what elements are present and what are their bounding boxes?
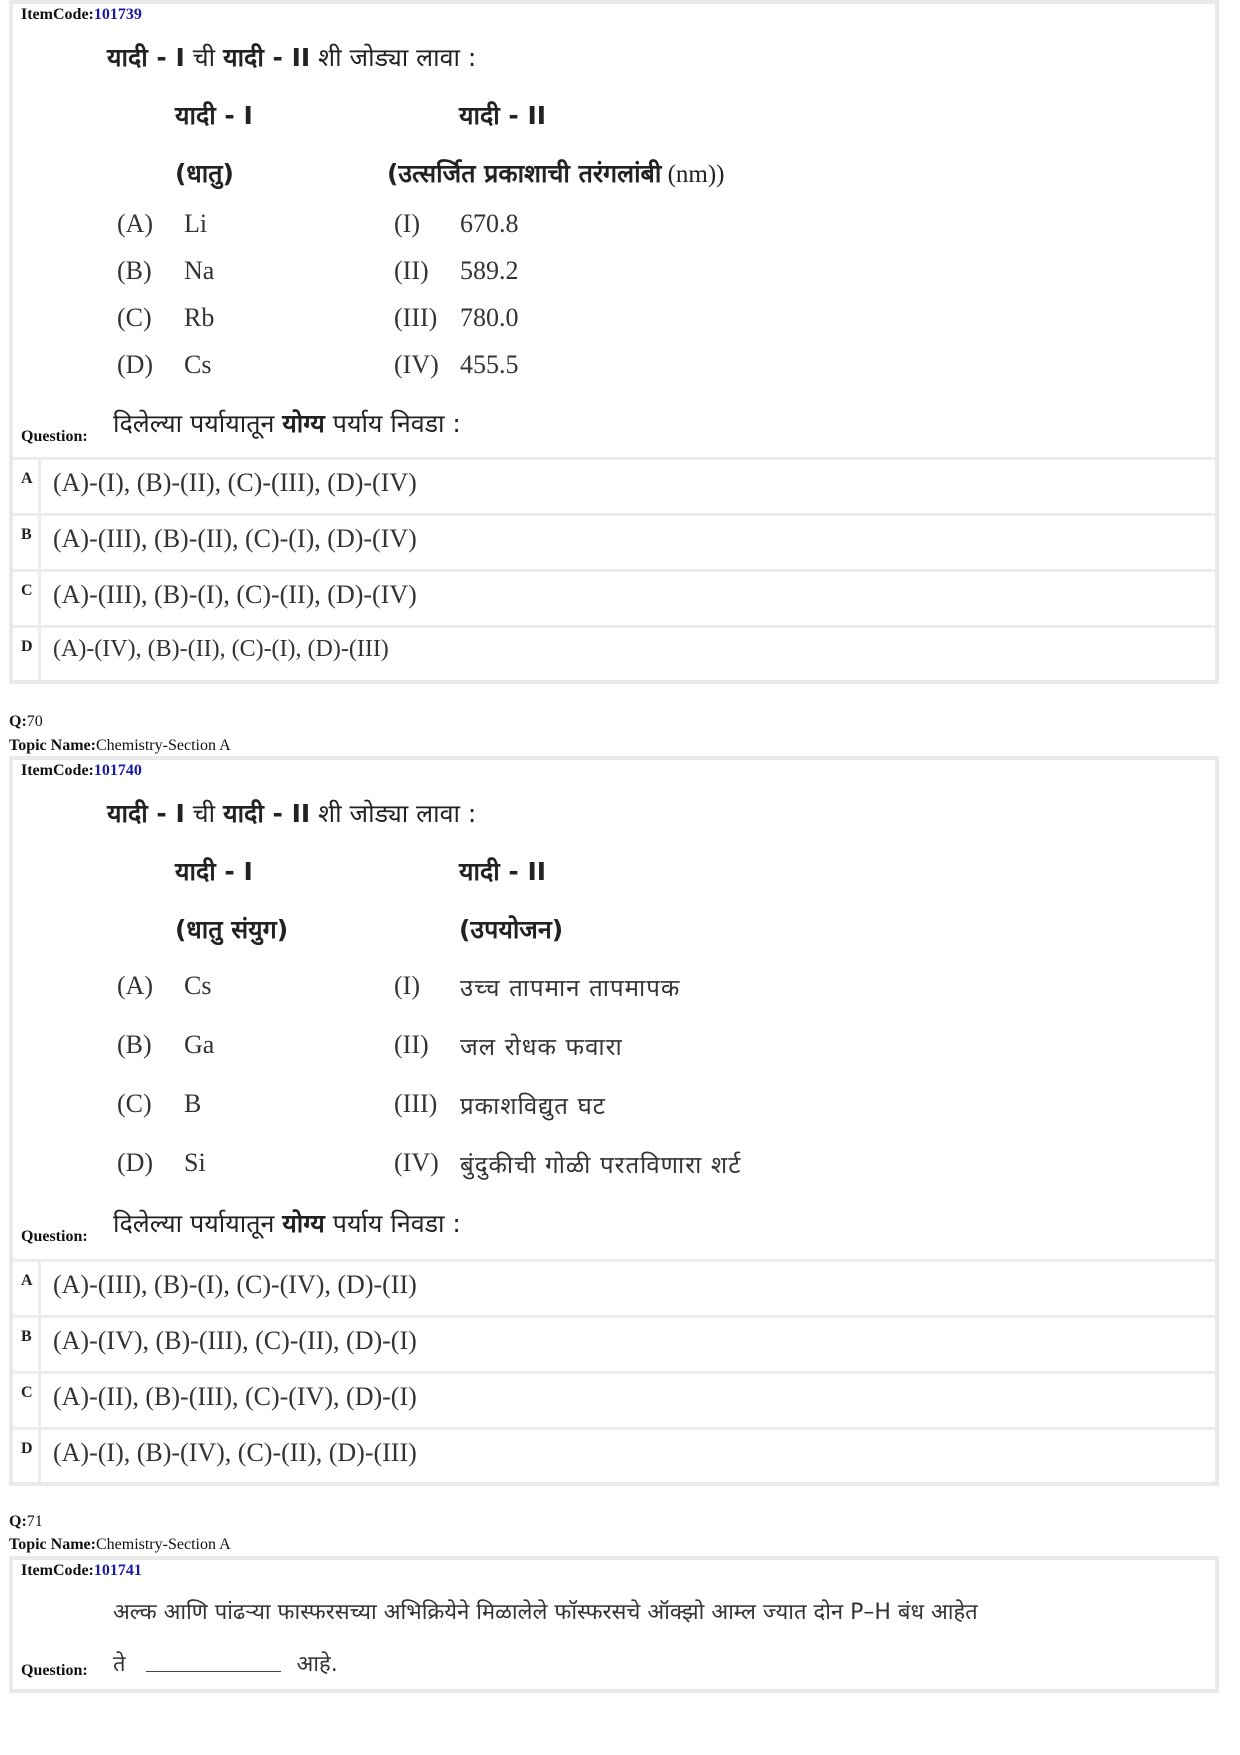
options-list <box>13 460 1215 681</box>
row-d-label: (D) <box>117 1148 154 1177</box>
itemcode-value: 101739 <box>93 6 142 23</box>
row-d-label: (D) <box>117 350 154 379</box>
row-c-num: (III) <box>394 303 438 332</box>
instruction-connector: ची <box>184 799 224 828</box>
row-c-value: प्रकाशविद्युत घट <box>460 1092 606 1120</box>
row-b-item: Ga <box>184 1030 215 1059</box>
choose-text-a: दिलेल्या पर्यायातून <box>113 1209 283 1238</box>
option-text: (A)-(III), (B)-(I), (C)-(IV), (D)-(II) <box>53 1270 417 1299</box>
row-d-value: 455.5 <box>460 350 519 379</box>
row-b-value: जल रोधक फवारा <box>460 1033 623 1061</box>
option-a[interactable] <box>13 1262 1215 1315</box>
option-c[interactable] <box>13 1371 1215 1427</box>
option-b[interactable] <box>13 1315 1215 1371</box>
option-letter: D <box>13 628 41 681</box>
instruction-tail: शी जोड्या लावा : <box>310 43 477 72</box>
row-c-label: (C) <box>117 303 152 332</box>
itemcode-value: 101741 <box>93 1562 142 1579</box>
option-letter: C <box>13 572 41 625</box>
itemcode-label: ItemCode: <box>21 762 94 779</box>
instruction <box>107 40 476 74</box>
question-number-71 <box>9 1512 43 1532</box>
q-label: Q: <box>9 1513 27 1530</box>
line2-end: आहे. <box>296 1652 338 1677</box>
row-b-item: Na <box>184 256 215 285</box>
question-card-70 <box>9 756 1219 1486</box>
list2-subtitle-text: (उत्सर्जित प्रकाशाची तरंगलांबी <box>387 159 662 188</box>
option-text: (A)-(I), (B)-(IV), (C)-(II), (D)-(III) <box>53 1438 417 1467</box>
row-c-item: Rb <box>184 303 215 332</box>
instruction-list2: यादी - II <box>223 43 311 72</box>
topic-label: Topic Name: <box>9 737 96 754</box>
option-letter: C <box>13 1374 41 1427</box>
row-a-value: 670.8 <box>460 209 519 238</box>
choose-instruction <box>113 1206 461 1240</box>
question-body <box>13 4 1215 460</box>
row-b-num: (II) <box>394 1030 429 1059</box>
row-a-value: उच्च तापमान तापमापक <box>460 974 681 1002</box>
option-c[interactable] <box>13 569 1215 625</box>
itemcode-label: ItemCode: <box>21 6 94 23</box>
topic-70 <box>9 736 231 756</box>
list2-subtitle: (उपयोजन) <box>459 915 564 944</box>
question-label: Question: <box>21 1228 88 1245</box>
topic-value: Chemistry-Section A <box>95 737 231 754</box>
instruction-connector: ची <box>184 43 224 72</box>
list1-title: यादी - I <box>175 857 253 886</box>
row-d-num: (IV) <box>394 1148 439 1177</box>
option-text: (A)-(IV), (B)-(II), (C)-(I), (D)-(III) <box>53 636 389 662</box>
option-a[interactable] <box>13 460 1215 513</box>
question-label: Question: <box>21 1662 88 1679</box>
choose-text-c: पर्याय निवडा : <box>324 1209 461 1238</box>
option-text: (A)-(III), (B)-(I), (C)-(II), (D)-(IV) <box>53 580 417 609</box>
list2-subtitle-unit: (nm)) <box>661 161 725 188</box>
question-label: Question: <box>21 428 88 445</box>
question-number-70 <box>9 712 43 732</box>
row-b-num: (II) <box>394 256 429 285</box>
row-a-label: (A) <box>117 209 154 238</box>
row-a-num: (I) <box>394 971 420 1000</box>
instruction-tail: शी जोड्या लावा : <box>310 799 477 828</box>
row-c-label: (C) <box>117 1089 152 1118</box>
itemcode <box>21 762 142 780</box>
row-b-value: 589.2 <box>460 256 519 285</box>
question-text-line1: अल्क आणि पांढऱ्या फास्फरसच्या अभिक्रियेने मिळालेले फॉस्फरसचे ऑक्झो आम्ल ज्यात दोन P–H बंध आहेत <box>113 1600 978 1625</box>
q-number: 71 <box>26 1513 43 1530</box>
row-c-item: B <box>184 1089 202 1118</box>
itemcode <box>21 1562 142 1580</box>
topic-label: Topic Name: <box>9 1536 96 1553</box>
list2-title: यादी - II <box>459 101 547 130</box>
row-d-num: (IV) <box>394 350 439 379</box>
option-d[interactable] <box>13 1427 1215 1483</box>
choose-text-c: पर्याय निवडा : <box>324 409 461 438</box>
option-letter: D <box>13 1430 41 1483</box>
question-body <box>13 1560 1215 1689</box>
option-b[interactable] <box>13 513 1215 569</box>
row-a-label: (A) <box>117 971 154 1000</box>
option-text: (A)-(III), (B)-(II), (C)-(I), (D)-(IV) <box>53 524 417 553</box>
option-letter: A <box>13 460 41 513</box>
question-text-line2 <box>113 1648 338 1678</box>
instruction-list2: यादी - II <box>223 799 311 828</box>
option-text: (A)-(II), (B)-(III), (C)-(IV), (D)-(I) <box>53 1382 417 1411</box>
choose-instruction <box>113 406 461 440</box>
row-c-value: 780.0 <box>460 303 519 332</box>
q-label: Q: <box>9 713 27 730</box>
choose-text-a: दिलेल्या पर्यायातून <box>113 409 283 438</box>
row-a-item: Cs <box>184 971 212 1000</box>
list1-subtitle: (धातु) <box>175 159 234 188</box>
option-letter: B <box>13 1318 41 1371</box>
line2-start: ते <box>113 1652 126 1677</box>
itemcode-value: 101740 <box>93 762 142 779</box>
blank-line <box>146 1671 281 1672</box>
row-d-value: बुंदुकीची गोळी परतविणारा शर्ट <box>460 1151 742 1179</box>
choose-text-bold: योग्य <box>282 1209 325 1238</box>
row-b-label: (B) <box>117 1030 152 1059</box>
itemcode-label: ItemCode: <box>21 1562 94 1579</box>
list2-title: यादी - II <box>459 857 547 886</box>
question-card-71 <box>9 1556 1219 1693</box>
row-a-num: (I) <box>394 209 420 238</box>
topic-71 <box>9 1535 231 1555</box>
q-number: 70 <box>26 713 43 730</box>
question-card-69 <box>9 0 1219 684</box>
itemcode <box>21 6 142 24</box>
option-d[interactable] <box>13 625 1215 681</box>
instruction-list1: यादी - I <box>107 799 185 828</box>
option-text: (A)-(IV), (B)-(III), (C)-(II), (D)-(I) <box>53 1326 417 1355</box>
list1-subtitle: (धातु संयुग) <box>175 915 289 944</box>
row-c-num: (III) <box>394 1089 438 1118</box>
choose-text-bold: योग्य <box>282 409 325 438</box>
list1-title: यादी - I <box>175 101 253 130</box>
row-d-item: Cs <box>184 350 212 379</box>
row-d-item: Si <box>184 1148 206 1177</box>
topic-value: Chemistry-Section A <box>95 1536 231 1553</box>
row-b-label: (B) <box>117 256 152 285</box>
instruction <box>107 796 476 830</box>
option-text: (A)-(I), (B)-(II), (C)-(III), (D)-(IV) <box>53 468 417 497</box>
option-letter: A <box>13 1262 41 1315</box>
option-letter: B <box>13 516 41 569</box>
row-a-item: Li <box>184 209 208 238</box>
question-body <box>13 760 1215 1262</box>
list2-subtitle <box>387 156 724 190</box>
instruction-list1: यादी - I <box>107 43 185 72</box>
options-list <box>13 1262 1215 1483</box>
